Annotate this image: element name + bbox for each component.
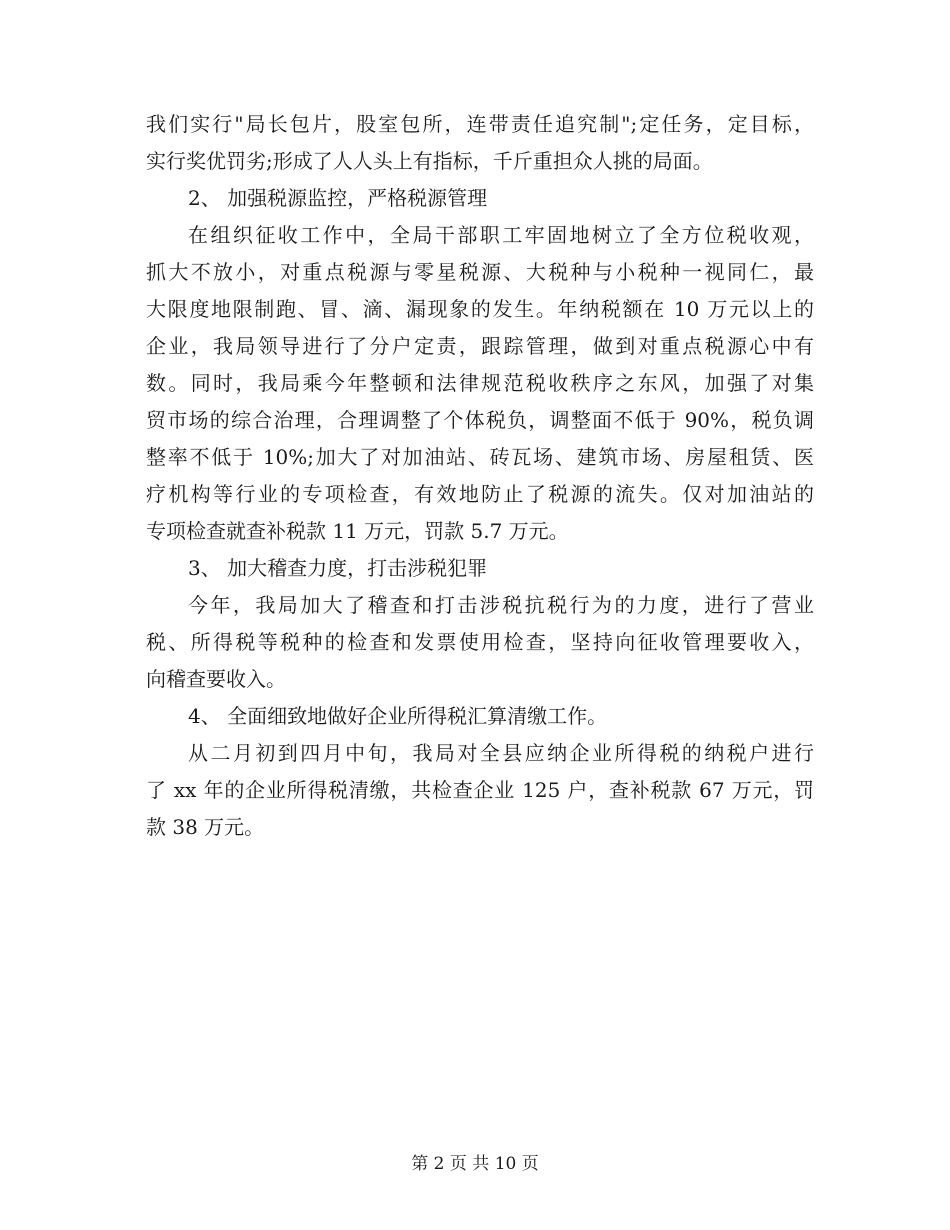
text-line: 向稽查要收入。 (146, 667, 286, 691)
text-line: 款 38 万元。 (146, 815, 265, 839)
text-line: 大限度地限制跑、冒、滴、漏现象的发生。年纳税额在 10 万元以上的 (146, 297, 814, 321)
text-line: 今年，我局加大了稽查和打击涉税抗税行为的力度，进行了营业 (188, 593, 814, 617)
text-line: 数。同时，我局乘今年整顿和法律规范税收秩序之东风，加强了对集 (146, 371, 814, 395)
text-line: 抓大不放小，对重点税源与零星税源、大税种与小税种一视同仁，最 (146, 260, 814, 284)
document-body (146, 106, 814, 846)
text-line: 我们实行"局长包片，股室包所，连带责任追究制";定任务，定目标， (146, 112, 814, 136)
text-line: 专项检查就查补税款 11 万元，罚款 5.7 万元。 (146, 519, 569, 543)
text-line: 疗机构等行业的专项检查，有效地防止了税源的流失。仅对加油站的 (146, 482, 814, 506)
section-heading-2: 2、 加强税源监控，严格税源管理 (188, 186, 488, 210)
text-line: 从二月初到四月中旬，我局对全县应纳企业所得税的纳税户进行 (188, 741, 814, 765)
section-heading-3: 3、 加大稽查力度，打击涉税犯罪 (188, 556, 488, 580)
text-line: 实行奖优罚劣;形成了人人头上有指标，千斤重担众人挑的局面。 (146, 149, 713, 173)
section-heading-4: 4、 全面细致地做好企业所得税汇算清缴工作。 (188, 704, 608, 728)
text-line: 税、所得税等税种的检查和发票使用检查，坚持向征收管理要收入， (146, 630, 814, 654)
text-line: 贸市场的综合治理，合理调整了个体税负，调整面不低于 90%，税负调 (146, 408, 814, 432)
text-line: 整率不低于 10%;加大了对加油站、砖瓦场、建筑市场、房屋租赁、医 (146, 445, 814, 469)
text-line: 了 xx 年的企业所得税清缴，共检查企业 125 户，查补税款 67 万元，罚 (146, 778, 814, 802)
paragraph (146, 735, 814, 846)
paragraph (146, 217, 814, 550)
text-line: 企业，我局领导进行了分户定责，跟踪管理，做到对重点税源心中有 (146, 334, 814, 358)
paragraph (146, 587, 814, 698)
text-line: 在组织征收工作中，全局干部职工牢固地树立了全方位税收观， (188, 223, 814, 247)
paragraph (146, 106, 814, 180)
page-number-footer: 第 2 页 共 10 页 (411, 1154, 539, 1174)
